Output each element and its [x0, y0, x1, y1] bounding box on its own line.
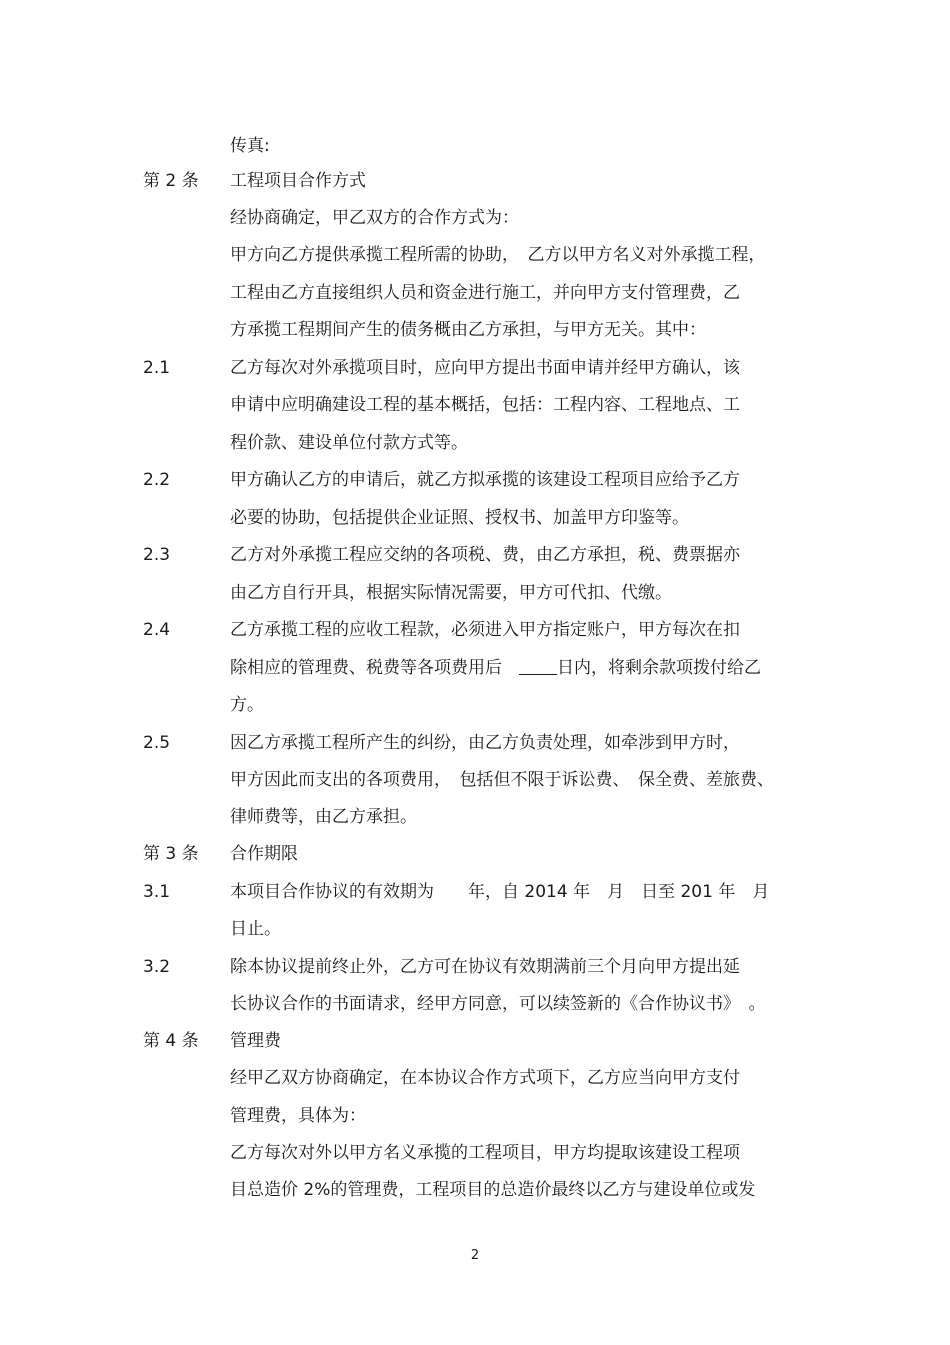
clause-number: 2.1	[143, 358, 171, 378]
clause-text: 甲方确认乙方的申请后，就乙方拟承揽的该建设工程项目应给予乙方	[230, 470, 740, 490]
clause-number: 2.5	[143, 733, 171, 753]
clause-text: 经甲乙双方协商确定，在本协议合作方式项下，乙方应当向甲方支付	[230, 1068, 740, 1088]
clause-number: 2.2	[143, 470, 171, 490]
clause-text: 乙方承揽工程的应收工程款，必须进入甲方指定账户，甲方每次在扣	[230, 620, 740, 640]
clause-text: 乙方每次对外以甲方名义承揽的工程项目，甲方均提取该建设工程项	[230, 1143, 740, 1163]
clause-number: 2.3	[143, 545, 171, 565]
clause-text-part: 日内，将剩余款项拨付给乙	[557, 658, 761, 678]
clause-text: 方承揽工程期间产生的债务概由乙方承担，与甲方无关。其中：	[230, 320, 706, 340]
clause-text-part: 除相应的管理费、税费等各项费用后	[230, 658, 502, 678]
section-title: 管理费	[230, 1031, 281, 1051]
blank-field	[519, 656, 557, 675]
clause-text: 除本协议提前终止外，乙方可在协议有效期满前三个月向甲方提出延	[230, 957, 740, 977]
clause-text: 甲方因此而支出的各项费用， 包括但不限于诉讼费、 保全费、差旅费、	[230, 770, 774, 790]
clause-number: 第 4 条	[143, 1031, 199, 1051]
clause-text: 管理费，具体为：	[230, 1106, 366, 1126]
clause-text: 日止。	[230, 919, 281, 939]
clause-text	[230, 653, 761, 683]
clause-text: 经协商确定，甲乙双方的合作方式为：	[230, 208, 519, 228]
clause-text: 传真:	[230, 136, 270, 156]
clause-text: 目总造价 2%的管理费，工程项目的总造价最终以乙方与建设单位或发	[230, 1180, 756, 1200]
clause-number: 3.1	[143, 882, 171, 902]
clause-text: 律师费等，由乙方承担。	[230, 807, 417, 827]
clause-text: 乙方对外承揽工程应交纳的各项税、费，由乙方承担，税、费票据亦	[230, 545, 740, 565]
clause-number: 3.2	[143, 957, 171, 977]
section-title: 工程项目合作方式	[230, 171, 366, 191]
clause-number: 2.4	[143, 620, 171, 640]
section-title: 合作期限	[230, 844, 298, 864]
clause-text: 乙方每次对外承揽项目时，应向甲方提出书面申请并经甲方确认，该	[230, 358, 740, 378]
clause-text: 长协议合作的书面请求，经甲方同意，可以续签新的《合作协议书》 。	[230, 994, 766, 1014]
clause-text: 工程由乙方直接组织人员和资金进行施工，并向甲方支付管理费，乙	[230, 283, 740, 303]
clause-text: 程价款、建设单位付款方式等。	[230, 433, 468, 453]
clause-text: 本项目合作协议的有效期为 年，自 2014 年 月 日至 201 年 月	[230, 882, 770, 902]
clause-text: 申请中应明确建设工程的基本概括，包括：工程内容、工程地点、工	[230, 395, 740, 415]
clause-text: 方。	[230, 695, 264, 715]
clause-number: 第 2 条	[143, 171, 199, 191]
clause-text: 必要的协助，包括提供企业证照、授权书、加盖甲方印鉴等。	[230, 508, 689, 528]
clause-text: 因乙方承揽工程所产生的纠纷，由乙方负责处理，如牵涉到甲方时，	[230, 733, 740, 753]
clause-text: 甲方向乙方提供承揽工程所需的协助， 乙方以甲方名义对外承揽工程，	[230, 245, 766, 265]
clause-text: 由乙方自行开具，根据实际情况需要，甲方可代扣、代缴。	[230, 583, 672, 603]
clause-number: 第 3 条	[143, 844, 199, 864]
page-number: 2	[470, 1248, 480, 1263]
